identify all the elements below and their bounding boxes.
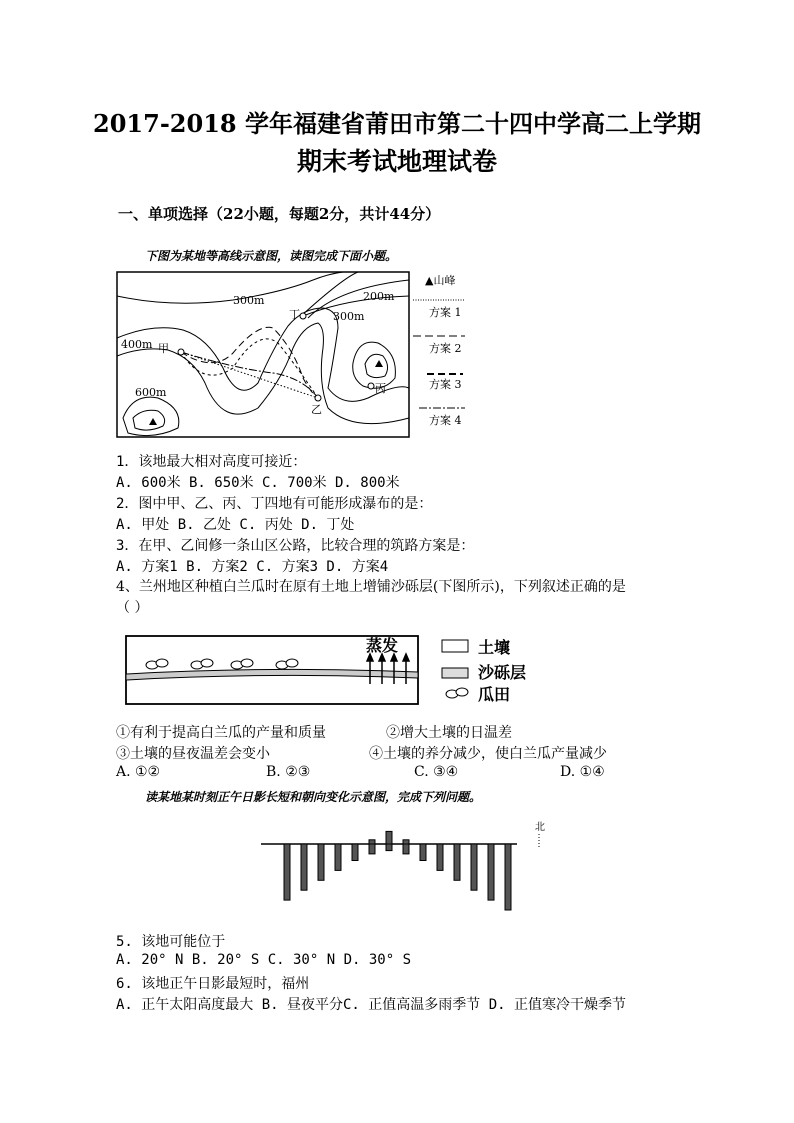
shadow-bar-south <box>352 844 358 861</box>
shadow-bar-north <box>386 831 392 844</box>
north-label: 北 <box>535 822 545 833</box>
shadow-bar-south <box>386 844 392 851</box>
contour-line <box>133 410 165 430</box>
contour-label-200: 200m <box>363 290 395 303</box>
shadow-bar-north <box>403 840 409 844</box>
shadow-bar-south <box>318 844 324 880</box>
q1-options: A. 600米 B. 650米 C. 700米 D. 800米 <box>116 475 400 491</box>
peak-icon <box>375 360 383 367</box>
melon-icon <box>191 659 213 669</box>
legend-plan2: 方案 2 <box>429 342 462 355</box>
shadow-bar-south <box>505 844 511 910</box>
melon-icon <box>231 659 253 669</box>
q2-options: A. 甲处 B. 乙处 C. 丙处 D. 丁处 <box>116 517 355 533</box>
q4-option-b: B. ②③ <box>266 764 311 780</box>
legend-plan3: 方案 3 <box>429 378 462 391</box>
contour-line <box>117 272 343 303</box>
label-evaporation: 蒸发 <box>366 636 399 655</box>
q4-option-a: A. ①② <box>116 764 161 780</box>
section-heading: 一、单项选择（22小题，每题2分，共计44分） <box>118 205 441 223</box>
q1-stem: 1．该地最大相对高度可接近： <box>116 454 307 470</box>
q4-stem: 4、兰州地区种植白兰瓜时在原有土地上增铺沙砾层(下图所示)，下列叙述正确的是 <box>116 579 626 595</box>
q4-bracket: （ ） <box>116 600 149 616</box>
contour-label-300b: 300m <box>333 310 365 323</box>
shadow-bar-south <box>437 844 443 870</box>
legend-soil-swatch <box>442 640 468 652</box>
legend-field: 瓜田 <box>478 685 511 704</box>
legend-plan1: 方案 1 <box>429 306 462 319</box>
exam-title-line2: 期末考试地理试卷 <box>296 147 497 176</box>
point-jia <box>178 349 184 355</box>
gravel-layer <box>126 669 418 680</box>
shadow-diagram <box>255 812 555 916</box>
contour-map-figure <box>113 268 473 443</box>
q5-options: A. 20° N B. 20° S C. 30° N D. 30° S <box>116 952 412 968</box>
contour-line <box>117 323 409 424</box>
shadow-bar-south <box>301 844 307 890</box>
shadow-bar-south <box>369 844 375 854</box>
map-caption: 下图为某地等高线示意图，读图完成下面小题。 <box>145 249 398 263</box>
q4-statement-2: ②增大土壤的日温差 <box>386 725 512 741</box>
gravel-field-diagram <box>122 632 562 708</box>
place-label-jia: 甲 <box>158 342 169 355</box>
shadow-bar-south <box>403 844 409 854</box>
contour-label-600: 600m <box>135 386 167 399</box>
exam-title-line1: 2017-2018 学年福建省莆田市第二十四中学高二上学期 <box>93 109 701 138</box>
shadow-bar-south <box>488 844 494 900</box>
q4-option-d: D. ①④ <box>560 764 605 780</box>
evaporation-arrows <box>367 654 409 684</box>
place-label-yi: 乙 <box>311 403 322 416</box>
shadow-bar-south <box>284 844 290 900</box>
shadow-bar-south <box>454 844 460 880</box>
q5-stem: 5. 该地可能位于 <box>116 934 226 950</box>
q3-options: A. 方案1 B. 方案2 C. 方案3 D. 方案4 <box>116 559 389 575</box>
legend-peak: ▲山峰 <box>425 274 456 287</box>
melon-icon <box>146 659 168 669</box>
point-bing <box>368 383 374 389</box>
q2-stem: 2．图中甲、乙、丙、丁四地有可能形成瀑布的是： <box>116 496 433 512</box>
legend-gravel: 沙砾层 <box>478 663 527 682</box>
legend-melon-icon <box>446 688 468 698</box>
route-plan-1 <box>181 352 318 398</box>
legend-plan4: 方案 4 <box>429 414 462 427</box>
route-plan-2 <box>181 327 318 398</box>
q6-stem: 6. 该地正午日影最短时，福州 <box>116 976 310 992</box>
q4-statement-3: ③土壤的昼夜温差会变小 <box>116 746 270 762</box>
legend-gravel-swatch <box>442 668 468 678</box>
shadow-bar-south <box>335 844 341 870</box>
melon-icon <box>276 659 298 669</box>
contour-label-300: 300m <box>233 294 265 307</box>
peak-icon <box>149 418 157 425</box>
legend-soil: 土壤 <box>478 638 511 657</box>
q3-stem: 3．在甲、乙间修一条山区公路，比较合理的筑路方案是： <box>116 538 475 554</box>
place-label-bing: 丙 <box>375 382 386 395</box>
q4-statement-4: ④土壤的养分减少，使白兰瓜产量减少 <box>369 746 607 762</box>
q4-statement-1: ①有利于提高白兰瓜的产量和质量 <box>116 725 326 741</box>
shadow-bar-south <box>420 844 426 861</box>
shadow-bar-south <box>471 844 477 890</box>
q6-options: A. 正午太阳高度最大 B. 昼夜平分C. 正值高温多雨季节 D. 正值寒冷干燥季节 <box>116 997 627 1013</box>
point-yi <box>315 395 321 401</box>
place-label-ding: 丁 <box>289 308 300 321</box>
shadow-caption: 读某地某时刻正午日影长短和朝向变化示意图，完成下列问题。 <box>145 790 482 804</box>
q4-option-c: C. ③④ <box>414 764 459 780</box>
shadow-bar-north <box>369 840 375 844</box>
contour-label-400: 400m <box>121 338 153 351</box>
point-ding <box>300 313 306 319</box>
